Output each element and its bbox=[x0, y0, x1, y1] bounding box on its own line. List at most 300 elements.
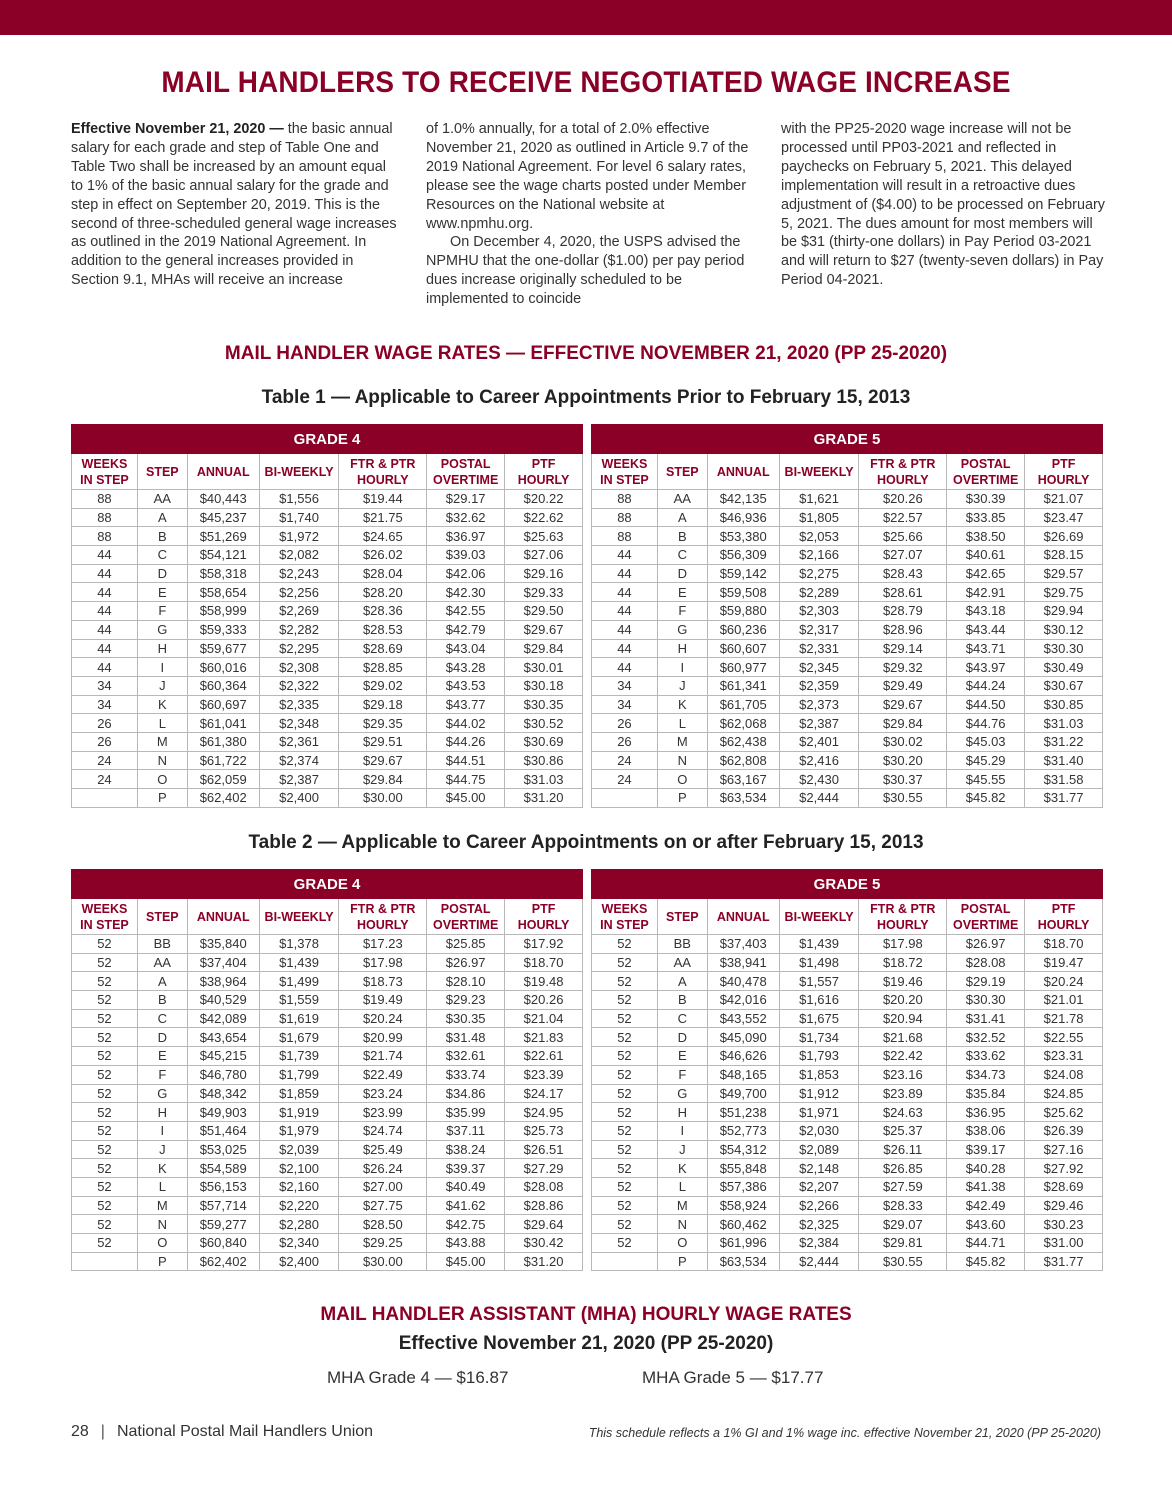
table-cell: $40,478 bbox=[707, 972, 779, 991]
table-cell: $45.55 bbox=[947, 770, 1025, 789]
table-cell: $29.57 bbox=[1025, 564, 1103, 583]
table-cell: 24 bbox=[72, 751, 138, 770]
table-cell: $24.85 bbox=[1025, 1084, 1103, 1103]
table-cell: 88 bbox=[592, 490, 658, 509]
table-cell: $29.84 bbox=[859, 714, 947, 733]
table-cell: $59,677 bbox=[187, 639, 259, 658]
table-cell: $28.86 bbox=[505, 1196, 583, 1215]
table-cell: F bbox=[657, 1065, 707, 1084]
table-row bbox=[72, 1196, 583, 1215]
table-cell: $43.60 bbox=[947, 1215, 1025, 1234]
table-cell: $27.07 bbox=[859, 546, 947, 565]
table-cell: P bbox=[657, 789, 707, 808]
table-cell: $52,773 bbox=[707, 1121, 779, 1140]
table-cell: 52 bbox=[592, 972, 658, 991]
top-banner bbox=[0, 0, 1172, 35]
table-cell: $2,289 bbox=[779, 583, 859, 602]
table-cell: 44 bbox=[592, 620, 658, 639]
table-cell: D bbox=[137, 564, 187, 583]
table-row bbox=[72, 583, 583, 602]
table-cell: $26.02 bbox=[339, 546, 427, 565]
table-cell: 34 bbox=[72, 695, 138, 714]
table-cell: $55,848 bbox=[707, 1159, 779, 1178]
table-cell: $25.62 bbox=[1025, 1103, 1103, 1122]
table-row bbox=[72, 1065, 583, 1084]
table-row bbox=[72, 1234, 583, 1253]
table-row bbox=[592, 991, 1103, 1010]
table-cell: $59,277 bbox=[187, 1215, 259, 1234]
table-cell: $42.30 bbox=[427, 583, 505, 602]
table-cell: $46,936 bbox=[707, 508, 779, 527]
column-header: WEEKS IN STEP bbox=[72, 454, 138, 490]
table-cell: $24.08 bbox=[1025, 1065, 1103, 1084]
table-cell: 52 bbox=[72, 1103, 138, 1122]
table-cell: 24 bbox=[592, 770, 658, 789]
table-cell: $45,090 bbox=[707, 1028, 779, 1047]
table-cell: $60,364 bbox=[187, 676, 259, 695]
table-cell: D bbox=[657, 1028, 707, 1047]
column-header: FTR & PTR HOURLY bbox=[859, 454, 947, 490]
table-cell: 52 bbox=[72, 1140, 138, 1159]
table-cell: 44 bbox=[72, 602, 138, 621]
table-cell: N bbox=[137, 1215, 187, 1234]
table-cell: $30.37 bbox=[859, 770, 947, 789]
table-cell: $2,400 bbox=[259, 789, 339, 808]
table-cell: $32.52 bbox=[947, 1028, 1025, 1047]
table-cell: $31.40 bbox=[1025, 751, 1103, 770]
table-cell: G bbox=[657, 1084, 707, 1103]
table-cell: A bbox=[657, 972, 707, 991]
table-cell: $41.62 bbox=[427, 1196, 505, 1215]
table-row bbox=[592, 1084, 1103, 1103]
grade-header: GRADE 4 bbox=[72, 870, 583, 899]
table-cell: $2,387 bbox=[259, 770, 339, 789]
table-cell: 34 bbox=[592, 695, 658, 714]
table-row bbox=[72, 1177, 583, 1196]
footer-separator: | bbox=[100, 1423, 105, 1440]
table-cell: N bbox=[137, 751, 187, 770]
table-cell: $63,534 bbox=[707, 789, 779, 808]
column-header: PTF HOURLY bbox=[1025, 899, 1103, 935]
table-cell: $43,654 bbox=[187, 1028, 259, 1047]
table-row bbox=[592, 546, 1103, 565]
table-cell: $24.63 bbox=[859, 1103, 947, 1122]
table-cell: $29.18 bbox=[339, 695, 427, 714]
table-row bbox=[72, 935, 583, 954]
table-cell: N bbox=[657, 751, 707, 770]
table-cell: $25.85 bbox=[427, 935, 505, 954]
table-cell: $26.97 bbox=[947, 935, 1025, 954]
table-cell: $39.37 bbox=[427, 1159, 505, 1178]
table-cell: BB bbox=[137, 935, 187, 954]
table-cell: $29.23 bbox=[427, 991, 505, 1010]
table-cell: $59,333 bbox=[187, 620, 259, 639]
table-cell: $27.59 bbox=[859, 1177, 947, 1196]
table-cell: AA bbox=[137, 953, 187, 972]
table-cell: $1,793 bbox=[779, 1047, 859, 1066]
table-cell: $23.89 bbox=[859, 1084, 947, 1103]
table-cell: $59,508 bbox=[707, 583, 779, 602]
table-cell: $19.44 bbox=[339, 490, 427, 509]
table-cell: $19.46 bbox=[859, 972, 947, 991]
column-header: WEEKS IN STEP bbox=[72, 899, 138, 935]
table-cell: $30.67 bbox=[1025, 676, 1103, 695]
table-cell: $2,148 bbox=[779, 1159, 859, 1178]
table-cell: $43.28 bbox=[427, 658, 505, 677]
table-cell: 26 bbox=[72, 714, 138, 733]
table-cell: $54,589 bbox=[187, 1159, 259, 1178]
table-cell: 44 bbox=[72, 658, 138, 677]
table-cell: $23.16 bbox=[859, 1065, 947, 1084]
table-row bbox=[72, 676, 583, 695]
table-cell: $29.17 bbox=[427, 490, 505, 509]
table-cell: 88 bbox=[592, 527, 658, 546]
table-cell: $33.74 bbox=[427, 1065, 505, 1084]
table-cell: $2,266 bbox=[779, 1196, 859, 1215]
table-cell: $28.85 bbox=[339, 658, 427, 677]
table-cell: $58,654 bbox=[187, 583, 259, 602]
table-cell: B bbox=[137, 991, 187, 1010]
table-cell: $36.97 bbox=[427, 527, 505, 546]
table-cell: $18.72 bbox=[859, 953, 947, 972]
table-cell: $30.55 bbox=[859, 789, 947, 808]
table-cell: $1,979 bbox=[259, 1121, 339, 1140]
table-cell: H bbox=[657, 639, 707, 658]
table-cell: 52 bbox=[592, 1047, 658, 1066]
intro-column-1 bbox=[71, 120, 401, 290]
table-row bbox=[592, 1028, 1103, 1047]
table-cell: $43,552 bbox=[707, 1009, 779, 1028]
table-row bbox=[72, 1084, 583, 1103]
table-cell: 26 bbox=[592, 732, 658, 751]
table-cell: $1,859 bbox=[259, 1084, 339, 1103]
column-header: STEP bbox=[137, 899, 187, 935]
table-cell: $26.69 bbox=[1025, 527, 1103, 546]
table-cell: $27.75 bbox=[339, 1196, 427, 1215]
table-cell: A bbox=[137, 972, 187, 991]
table-cell: $31.48 bbox=[427, 1028, 505, 1047]
table-cell: 52 bbox=[592, 953, 658, 972]
table-cell: $31.03 bbox=[1025, 714, 1103, 733]
table-cell: $29.75 bbox=[1025, 583, 1103, 602]
table-cell: L bbox=[657, 714, 707, 733]
table-cell: $30.12 bbox=[1025, 620, 1103, 639]
table-cell: $21.74 bbox=[339, 1047, 427, 1066]
table-cell: $1,972 bbox=[259, 527, 339, 546]
table-cell: K bbox=[137, 1159, 187, 1178]
table-cell: A bbox=[657, 508, 707, 527]
table-cell: $2,275 bbox=[779, 564, 859, 583]
table-cell: M bbox=[137, 1196, 187, 1215]
table-cell: 52 bbox=[72, 1028, 138, 1047]
table-cell: H bbox=[657, 1103, 707, 1122]
table-cell: $2,348 bbox=[259, 714, 339, 733]
table2-title: Table 2 — Applicable to Career Appointments on or after February 15, 2013 bbox=[248, 832, 924, 853]
intro-col1-text: the basic annual salary for each grade and step of Table One and Table Two shall be increased by an amount equal to 1% of the basic annual salary for the grade and step in effect on September 20, 2019. This is the second of three-scheduled general wage increases as outlined in the 2019 National Agreement. In addition to the general increases provided in Section 9.1, MHAs will receive an increase bbox=[71, 121, 397, 289]
column-header: ANNUAL bbox=[187, 454, 259, 490]
table-cell: $2,280 bbox=[259, 1215, 339, 1234]
table-cell: $26.85 bbox=[859, 1159, 947, 1178]
table-row bbox=[592, 1103, 1103, 1122]
table-cell: $20.26 bbox=[505, 991, 583, 1010]
table-cell: 24 bbox=[72, 770, 138, 789]
table-cell: H bbox=[137, 1103, 187, 1122]
table-cell: $46,780 bbox=[187, 1065, 259, 1084]
table-row bbox=[72, 770, 583, 789]
table-cell: $2,089 bbox=[779, 1140, 859, 1159]
table-cell: $61,996 bbox=[707, 1234, 779, 1253]
table-cell: $1,799 bbox=[259, 1065, 339, 1084]
table-cell: C bbox=[137, 1009, 187, 1028]
table-row bbox=[72, 732, 583, 751]
column-header: FTR & PTR HOURLY bbox=[339, 899, 427, 935]
table-cell: $45.29 bbox=[947, 751, 1025, 770]
table-cell: $22.57 bbox=[859, 508, 947, 527]
table-row bbox=[592, 620, 1103, 639]
table-row bbox=[72, 1047, 583, 1066]
table-cell: $40,443 bbox=[187, 490, 259, 509]
table-cell: 52 bbox=[72, 1234, 138, 1253]
table-cell: $34.86 bbox=[427, 1084, 505, 1103]
table-cell: 52 bbox=[72, 953, 138, 972]
table-row bbox=[72, 972, 583, 991]
table-row bbox=[72, 658, 583, 677]
table-cell: $30.23 bbox=[1025, 1215, 1103, 1234]
table-cell: $28.36 bbox=[339, 602, 427, 621]
table-cell: 52 bbox=[72, 972, 138, 991]
table-cell: $21.04 bbox=[505, 1009, 583, 1028]
table-cell: $2,384 bbox=[779, 1234, 859, 1253]
table-cell: $40.61 bbox=[947, 546, 1025, 565]
table-cell: $60,840 bbox=[187, 1234, 259, 1253]
table-cell: AA bbox=[657, 953, 707, 972]
table-cell: $21.75 bbox=[339, 508, 427, 527]
table-cell: $43.88 bbox=[427, 1234, 505, 1253]
table-cell: $62,438 bbox=[707, 732, 779, 751]
table-cell: $29.51 bbox=[339, 732, 427, 751]
table-row bbox=[592, 490, 1103, 509]
table-cell: $30.69 bbox=[505, 732, 583, 751]
table-cell: 34 bbox=[72, 676, 138, 695]
table-row bbox=[592, 935, 1103, 954]
table-cell: $24.65 bbox=[339, 527, 427, 546]
table-cell: $35.99 bbox=[427, 1103, 505, 1122]
table-cell: $25.49 bbox=[339, 1140, 427, 1159]
table-cell: 88 bbox=[72, 508, 138, 527]
table-cell: $29.35 bbox=[339, 714, 427, 733]
table-cell: $21.78 bbox=[1025, 1009, 1103, 1028]
table-cell: B bbox=[137, 527, 187, 546]
table-cell: I bbox=[137, 658, 187, 677]
table-row bbox=[592, 972, 1103, 991]
table-cell: 26 bbox=[72, 732, 138, 751]
table-cell: $1,971 bbox=[779, 1103, 859, 1122]
table-cell: $29.02 bbox=[339, 676, 427, 695]
table-cell: $2,374 bbox=[259, 751, 339, 770]
table2-grade5 bbox=[591, 869, 1103, 1271]
table-cell: $33.85 bbox=[947, 508, 1025, 527]
table-cell: $44.51 bbox=[427, 751, 505, 770]
table-cell: $48,342 bbox=[187, 1084, 259, 1103]
table-row bbox=[72, 991, 583, 1010]
table-cell: $42.65 bbox=[947, 564, 1025, 583]
table-cell: $54,121 bbox=[187, 546, 259, 565]
intro-lead: Effective November 21, 2020 — bbox=[71, 121, 284, 137]
table-cell: $53,025 bbox=[187, 1140, 259, 1159]
table-cell: $22.61 bbox=[505, 1047, 583, 1066]
table-cell: $29.16 bbox=[505, 564, 583, 583]
table-cell: $2,401 bbox=[779, 732, 859, 751]
table-cell: $42,089 bbox=[187, 1009, 259, 1028]
table-cell: $51,269 bbox=[187, 527, 259, 546]
table-cell: G bbox=[137, 620, 187, 639]
table-row bbox=[72, 714, 583, 733]
table-cell: $22.42 bbox=[859, 1047, 947, 1066]
intro-col2-para2-wrap bbox=[426, 233, 756, 309]
table-cell: 44 bbox=[72, 546, 138, 565]
table-cell: $23.47 bbox=[1025, 508, 1103, 527]
table-cell: $2,303 bbox=[779, 602, 859, 621]
table-cell: BB bbox=[657, 935, 707, 954]
table-cell: L bbox=[137, 714, 187, 733]
table-cell: $27.00 bbox=[339, 1177, 427, 1196]
table-cell: $29.50 bbox=[505, 602, 583, 621]
table-cell: $1,556 bbox=[259, 490, 339, 509]
table-cell: $30.86 bbox=[505, 751, 583, 770]
table-cell: $2,039 bbox=[259, 1140, 339, 1159]
table-cell: $49,700 bbox=[707, 1084, 779, 1103]
table-cell: B bbox=[657, 527, 707, 546]
table-cell: 52 bbox=[72, 1177, 138, 1196]
table-row bbox=[592, 1159, 1103, 1178]
table-cell: $37,404 bbox=[187, 953, 259, 972]
table-cell: O bbox=[657, 1234, 707, 1253]
table1-grade5 bbox=[591, 424, 1103, 808]
table-row bbox=[592, 953, 1103, 972]
table-cell: $28.08 bbox=[947, 953, 1025, 972]
table-cell: $19.48 bbox=[505, 972, 583, 991]
table-cell: $17.23 bbox=[339, 935, 427, 954]
table-cell: $30.42 bbox=[505, 1234, 583, 1253]
table-cell: O bbox=[657, 770, 707, 789]
column-header: POSTAL OVERTIME bbox=[427, 899, 505, 935]
table-cell: $29.32 bbox=[859, 658, 947, 677]
table-cell: $25.37 bbox=[859, 1121, 947, 1140]
table-cell: $30.01 bbox=[505, 658, 583, 677]
table-cell: $29.84 bbox=[339, 770, 427, 789]
table-cell: $42.91 bbox=[947, 583, 1025, 602]
table-cell: 34 bbox=[592, 676, 658, 695]
table-cell: J bbox=[657, 1140, 707, 1159]
table-cell: $28.53 bbox=[339, 620, 427, 639]
table-cell: $24.74 bbox=[339, 1121, 427, 1140]
column-header: BI-WEEKLY bbox=[779, 899, 859, 935]
wage-rates-title: MAIL HANDLER WAGE RATES — EFFECTIVE NOVEMBER 21, 2020 (PP 25-2020) bbox=[224, 343, 948, 364]
table-cell: $38.50 bbox=[947, 527, 1025, 546]
table-cell: $29.25 bbox=[339, 1234, 427, 1253]
table-cell: $26.11 bbox=[859, 1140, 947, 1159]
table-row bbox=[72, 564, 583, 583]
table-cell: $27.16 bbox=[1025, 1140, 1103, 1159]
table-row bbox=[72, 639, 583, 658]
table-cell: 52 bbox=[592, 1159, 658, 1178]
table-cell: $1,739 bbox=[259, 1047, 339, 1066]
table-cell: $22.62 bbox=[505, 508, 583, 527]
mha-grade4-rate: MHA Grade 4 — $16.87 bbox=[327, 1368, 509, 1387]
table-cell: P bbox=[657, 1252, 707, 1271]
column-header: ANNUAL bbox=[187, 899, 259, 935]
table-cell: $19.47 bbox=[1025, 953, 1103, 972]
table-cell: $20.24 bbox=[339, 1009, 427, 1028]
table-cell: $20.20 bbox=[859, 991, 947, 1010]
table-cell: E bbox=[137, 583, 187, 602]
column-header: ANNUAL bbox=[707, 899, 779, 935]
table-cell: K bbox=[657, 1159, 707, 1178]
table-cell: 52 bbox=[72, 935, 138, 954]
table-cell: 52 bbox=[592, 1103, 658, 1122]
table-cell: $51,238 bbox=[707, 1103, 779, 1122]
table-cell: K bbox=[657, 695, 707, 714]
table-cell: 44 bbox=[592, 564, 658, 583]
table-cell: AA bbox=[657, 490, 707, 509]
table-cell: $44.26 bbox=[427, 732, 505, 751]
table-cell: $43.71 bbox=[947, 639, 1025, 658]
table-cell: N bbox=[657, 1215, 707, 1234]
table-cell: $42.79 bbox=[427, 620, 505, 639]
table-cell: $28.79 bbox=[859, 602, 947, 621]
table-row bbox=[72, 1159, 583, 1178]
table-cell: $2,387 bbox=[779, 714, 859, 733]
table-cell: $29.67 bbox=[859, 695, 947, 714]
table-cell: $61,722 bbox=[187, 751, 259, 770]
table-cell: 52 bbox=[592, 991, 658, 1010]
table-row bbox=[72, 1140, 583, 1159]
table-cell: $1,616 bbox=[779, 991, 859, 1010]
table-row bbox=[592, 732, 1103, 751]
table-cell: $29.67 bbox=[339, 751, 427, 770]
table-cell: $30.20 bbox=[859, 751, 947, 770]
table-cell: $2,331 bbox=[779, 639, 859, 658]
table-cell: $62,059 bbox=[187, 770, 259, 789]
table-row bbox=[72, 695, 583, 714]
table-cell: $48,165 bbox=[707, 1065, 779, 1084]
table-cell: $30.49 bbox=[1025, 658, 1103, 677]
table-cell: $29.94 bbox=[1025, 602, 1103, 621]
table-cell: $32.61 bbox=[427, 1047, 505, 1066]
table-cell: $27.29 bbox=[505, 1159, 583, 1178]
table-cell: $28.33 bbox=[859, 1196, 947, 1215]
table-cell: 52 bbox=[592, 935, 658, 954]
column-header: PTF HOURLY bbox=[505, 899, 583, 935]
mha-subtitle: Effective November 21, 2020 (PP 25-2020) bbox=[398, 1333, 774, 1354]
table-cell: $46,626 bbox=[707, 1047, 779, 1066]
table-cell: $29.33 bbox=[505, 583, 583, 602]
table-cell: $62,402 bbox=[187, 1252, 259, 1271]
column-header: ANNUAL bbox=[707, 454, 779, 490]
table-cell: $38.06 bbox=[947, 1121, 1025, 1140]
table-cell: $28.43 bbox=[859, 564, 947, 583]
table-cell: $45,237 bbox=[187, 508, 259, 527]
table-cell: $29.64 bbox=[505, 1215, 583, 1234]
table-cell: $30.02 bbox=[859, 732, 947, 751]
table-cell: I bbox=[137, 1121, 187, 1140]
column-header: FTR & PTR HOURLY bbox=[339, 454, 427, 490]
table-cell: $2,082 bbox=[259, 546, 339, 565]
table-cell: $1,679 bbox=[259, 1028, 339, 1047]
table-cell: F bbox=[657, 602, 707, 621]
table-cell: $56,153 bbox=[187, 1177, 259, 1196]
table-cell: $30.00 bbox=[339, 789, 427, 808]
